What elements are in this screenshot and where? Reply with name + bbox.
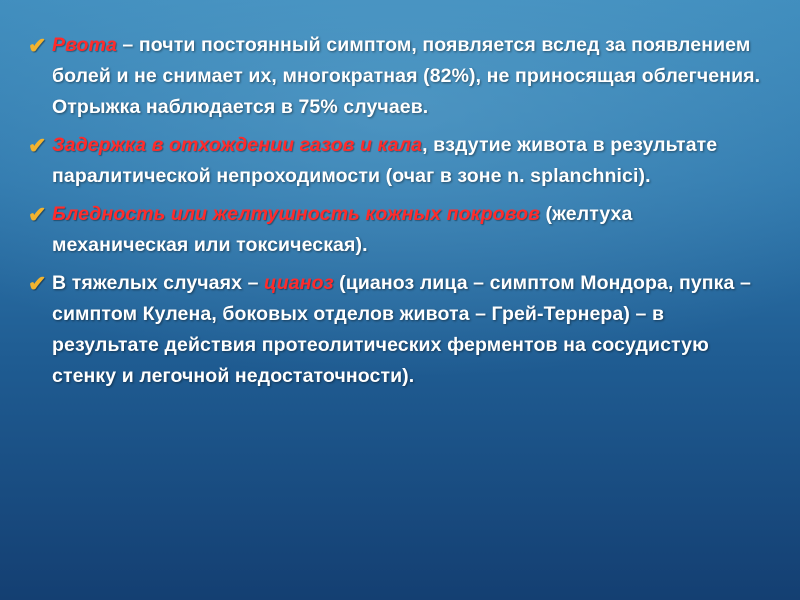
checkmark-icon: ✔ — [28, 271, 47, 296]
bullet-item-vomiting — [28, 30, 768, 123]
bullet-text: – почти постоянный симптом, появляется вслед за появлением болей и не снимает их, многократная (82%), не приносящая облегчения. Отрыжка наблюдается в 75% случаев. — [52, 34, 761, 118]
bullet-item-cyanosis — [28, 268, 768, 392]
bullet-list — [28, 30, 768, 399]
checkmark-icon: ✔ — [28, 133, 47, 158]
checkmark-icon: ✔ — [28, 202, 47, 227]
bullet-text: (цианоз лица – симптом Мондора, пупка – симптом Кулена, боковых отделов живота – Грей-Тернера) – в результате действия протеолитических ферментов на сосудистую стенку и легочной недостаточности). — [52, 272, 751, 387]
highlight-term: Рвота — [52, 34, 117, 56]
checkmark-icon: ✔ — [28, 33, 47, 58]
bullet-prefix: В тяжелых случаях – — [52, 272, 265, 294]
highlight-term: Задержка в отхождении газов и кала — [52, 134, 423, 156]
bullet-text: , вздутие живота в результате паралитической непроходимости (очаг в зоне n. splanchnici). — [52, 134, 718, 187]
highlight-term: цианоз — [264, 272, 334, 294]
highlight-term: Бледность или желтушность кожных покровов — [52, 203, 540, 225]
bullet-item-gas-retention — [28, 130, 768, 192]
bullet-text: (желтуха механическая или токсическая). — [52, 203, 633, 256]
bullet-item-pallor — [28, 199, 768, 261]
